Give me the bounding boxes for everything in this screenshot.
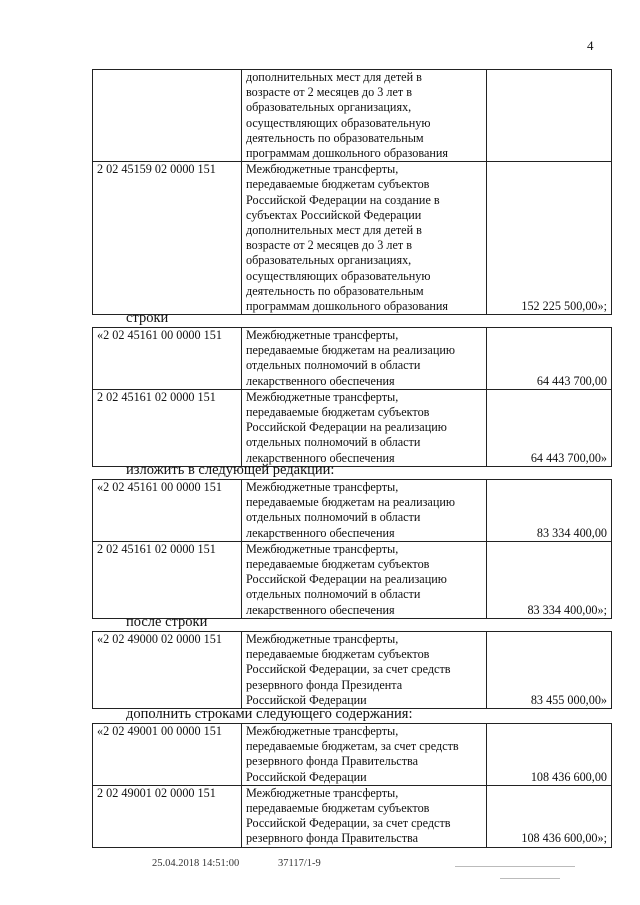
description-line: передаваемые бюджетам субъектов <box>246 647 430 662</box>
description-line: передаваемые бюджетам, за счет средств <box>246 739 459 754</box>
budget-code-cell: 2 02 45159 02 0000 151 <box>93 162 242 315</box>
description-line: лекарственного обеспечения <box>246 450 395 465</box>
description-line: резервного фонда Правительства <box>246 754 419 769</box>
table-row <box>93 632 612 709</box>
description-line: возрасте от 2 месяцев до 3 лет в <box>246 238 412 253</box>
description-line: возрасте от 2 месяцев до 3 лет в <box>246 85 412 100</box>
description-line: Российской Федерации <box>246 769 367 784</box>
budget-code-cell: «2 02 49001 00 0000 151 <box>93 724 242 786</box>
table-block-0 <box>92 69 612 315</box>
description-line: программам дошкольного образования <box>246 146 449 161</box>
description-line: Российской Федерации на реализацию <box>246 420 447 435</box>
description-cell <box>242 389 487 466</box>
description-line: программам дошкольного образования <box>246 299 449 314</box>
section-label: строки <box>126 310 169 326</box>
budget-code-cell: 2 02 49001 02 0000 151 <box>93 785 242 847</box>
description-line: Межбюджетные трансферты, <box>246 162 399 177</box>
description-cell <box>242 162 487 315</box>
budget-code-cell <box>93 70 242 162</box>
description-cell <box>242 785 487 847</box>
description-line: Российской Федерации, за счет средств <box>246 816 451 831</box>
amount-cell: 83 334 400,00 <box>487 480 612 542</box>
budget-code-cell: «2 02 49000 02 0000 151 <box>93 632 242 709</box>
description-line: осуществляющих образовательную <box>246 268 431 283</box>
table-row <box>93 785 612 847</box>
amount-cell: 108 436 600,00»; <box>487 785 612 847</box>
description-line: передаваемые бюджетам на реализацию <box>246 495 455 510</box>
amount-cell: 108 436 600,00 <box>487 724 612 786</box>
description-line: Межбюджетные трансферты, <box>246 389 399 404</box>
section-label: после строки <box>126 614 208 630</box>
amount-cell: 83 455 000,00» <box>487 632 612 709</box>
description-cell <box>242 541 487 618</box>
description-line: передаваемые бюджетам субъектов <box>246 177 430 192</box>
description-line: дополнительных мест для детей в <box>246 223 422 238</box>
table-row <box>93 328 612 390</box>
description-line: образовательных организациях, <box>246 100 412 115</box>
description-line: осуществляющих образовательную <box>246 115 431 130</box>
description-line: резервного фонда Правительства <box>246 831 419 846</box>
table-block-2 <box>92 479 612 619</box>
budget-code-cell: «2 02 45161 00 0000 151 <box>93 480 242 542</box>
description-line: Межбюджетные трансферты, <box>246 724 399 738</box>
description-cell <box>242 70 487 162</box>
budget-code-cell: 2 02 45161 02 0000 151 <box>93 389 242 466</box>
description-line: Российской Федерации, за счет средств <box>246 662 451 677</box>
amount-cell <box>487 70 612 162</box>
scan-artifact <box>500 878 560 879</box>
section-label: дополнить строками следующего содержания: <box>126 706 413 722</box>
budget-code-cell: «2 02 45161 00 0000 151 <box>93 328 242 390</box>
description-line: отдельных полномочий в области <box>246 435 421 450</box>
budget-code-cell: 2 02 45161 02 0000 151 <box>93 541 242 618</box>
table-row <box>93 541 612 618</box>
description-cell <box>242 328 487 390</box>
footer-document-id: 37117/1-9 <box>278 858 321 869</box>
description-line: субъектах Российской Федерации <box>246 207 422 222</box>
table-block-3 <box>92 631 612 709</box>
section-label: изложить в следующей редакции: <box>126 462 335 478</box>
description-line: дополнительных мест для детей в <box>246 70 422 84</box>
table-block-4 <box>92 723 612 848</box>
description-line: передаваемые бюджетам на реализацию <box>246 343 455 358</box>
amount-cell: 83 334 400,00»; <box>487 541 612 618</box>
table-row <box>93 162 612 315</box>
description-line: отдельных полномочий в области <box>246 510 421 525</box>
description-line: Межбюджетные трансферты, <box>246 328 399 342</box>
description-line: лекарственного обеспечения <box>246 525 395 540</box>
description-line: передаваемые бюджетам субъектов <box>246 557 430 572</box>
description-cell <box>242 480 487 542</box>
table-block-1 <box>92 327 612 467</box>
description-cell <box>242 724 487 786</box>
description-line: лекарственного обеспечения <box>246 373 395 388</box>
description-line: Межбюджетные трансферты, <box>246 632 399 646</box>
description-line: Межбюджетные трансферты, <box>246 541 399 556</box>
description-line: резервного фонда Президента <box>246 677 403 692</box>
description-line: образовательных организациях, <box>246 253 412 268</box>
description-line: деятельность по образовательным <box>246 283 424 298</box>
description-line: Межбюджетные трансферты, <box>246 785 399 800</box>
amount-cell: 64 443 700,00» <box>487 389 612 466</box>
description-line: лекарственного обеспечения <box>246 602 395 617</box>
description-line: Российской Федерации <box>246 692 367 707</box>
amount-cell: 152 225 500,00»; <box>487 162 612 315</box>
description-line: деятельность по образовательным <box>246 130 424 145</box>
table-row <box>93 480 612 542</box>
description-line: передаваемые бюджетам субъектов <box>246 405 430 420</box>
table-row <box>93 70 612 162</box>
description-line: Российской Федерации на реализацию <box>246 572 447 587</box>
description-line: передаваемые бюджетам субъектов <box>246 801 430 816</box>
description-line: отдельных полномочий в области <box>246 587 421 602</box>
scan-artifact <box>455 866 575 867</box>
description-line: Российской Федерации на создание в <box>246 192 440 207</box>
table-row <box>93 724 612 786</box>
description-line: отдельных полномочий в области <box>246 358 421 373</box>
description-line: Межбюджетные трансферты, <box>246 480 399 494</box>
page-number: 4 <box>587 38 594 53</box>
description-cell <box>242 632 487 709</box>
amount-cell: 64 443 700,00 <box>487 328 612 390</box>
table-row <box>93 389 612 466</box>
footer-timestamp: 25.04.2018 14:51:00 <box>152 858 240 869</box>
